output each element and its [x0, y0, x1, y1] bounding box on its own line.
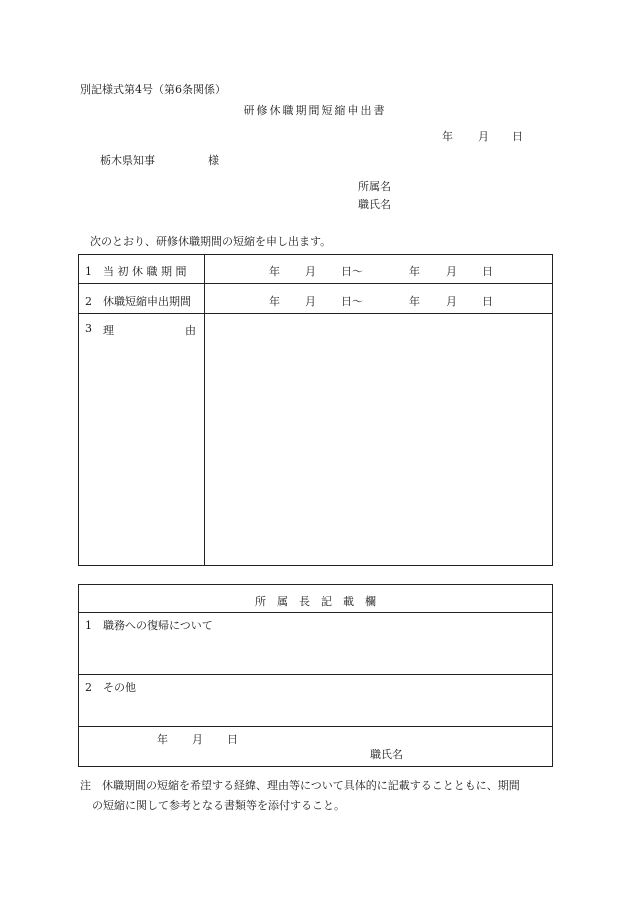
shortened-from-month: 月 — [305, 295, 316, 308]
reason-label-char-1: 理 — [103, 324, 114, 337]
return-to-duty-label: 1 職務への復帰について — [85, 619, 213, 632]
table-column-divider — [204, 255, 205, 565]
affiliation-label: 所属名 — [358, 180, 391, 193]
table-row-divider — [79, 283, 552, 284]
reason-label-char-2: 由 — [185, 324, 196, 337]
submission-day-label: 日 — [512, 130, 523, 143]
table-row-divider — [79, 612, 552, 613]
supervisor-section-heading: 所 属 長 記 載 欄 — [255, 595, 376, 608]
form-number-label: 別記様式第4号（第6条関係） — [80, 83, 226, 96]
document-title: 研修休職期間短縮申出書 — [243, 104, 387, 117]
shortened-to-month: 月 — [446, 295, 457, 308]
original-leave-period-label: 1 当 初 休 職 期 間 — [85, 265, 187, 278]
reason-number: 3 — [85, 322, 92, 335]
intro-text: 次のとおり、研修休職期間の短縮を申し出ます。 — [90, 235, 332, 248]
submission-month-label: 月 — [478, 130, 489, 143]
original-from-year: 年 — [269, 265, 280, 278]
original-to-day: 日 — [482, 265, 493, 278]
original-from-day: 日〜 — [341, 265, 363, 278]
supervisor-year-label: 年 — [157, 733, 168, 746]
shortened-from-year: 年 — [269, 295, 280, 308]
shortened-to-day: 日 — [482, 295, 493, 308]
original-to-year: 年 — [409, 265, 420, 278]
original-from-month: 月 — [305, 265, 316, 278]
note-line-2: の短縮に関して参考となる書類等を添付すること。 — [92, 799, 345, 812]
original-to-month: 月 — [446, 265, 457, 278]
submission-year-label: 年 — [442, 130, 453, 143]
table-row-divider — [79, 674, 552, 675]
table-row-divider — [79, 726, 552, 727]
honorific: 様 — [208, 154, 219, 167]
applicant-name-label: 職氏名 — [358, 198, 391, 211]
supervisor-entry-table — [78, 584, 553, 767]
shortened-from-day: 日〜 — [341, 295, 363, 308]
note-line-1: 注 休職期間の短縮を希望する経緯、理由等について具体的に記載することともに、期間 — [80, 779, 520, 792]
other-label: 2 その他 — [85, 681, 136, 694]
supervisor-name-label: 職氏名 — [370, 748, 403, 761]
supervisor-month-label: 月 — [192, 733, 203, 746]
addressee: 栃木県知事 — [100, 154, 155, 167]
table-row-divider — [79, 313, 552, 314]
shortened-to-year: 年 — [409, 295, 420, 308]
supervisor-day-label: 日 — [227, 733, 238, 746]
application-table — [78, 254, 553, 566]
shortened-period-label: 2 休職短縮申出期間 — [85, 295, 191, 308]
note-text — [80, 776, 560, 816]
